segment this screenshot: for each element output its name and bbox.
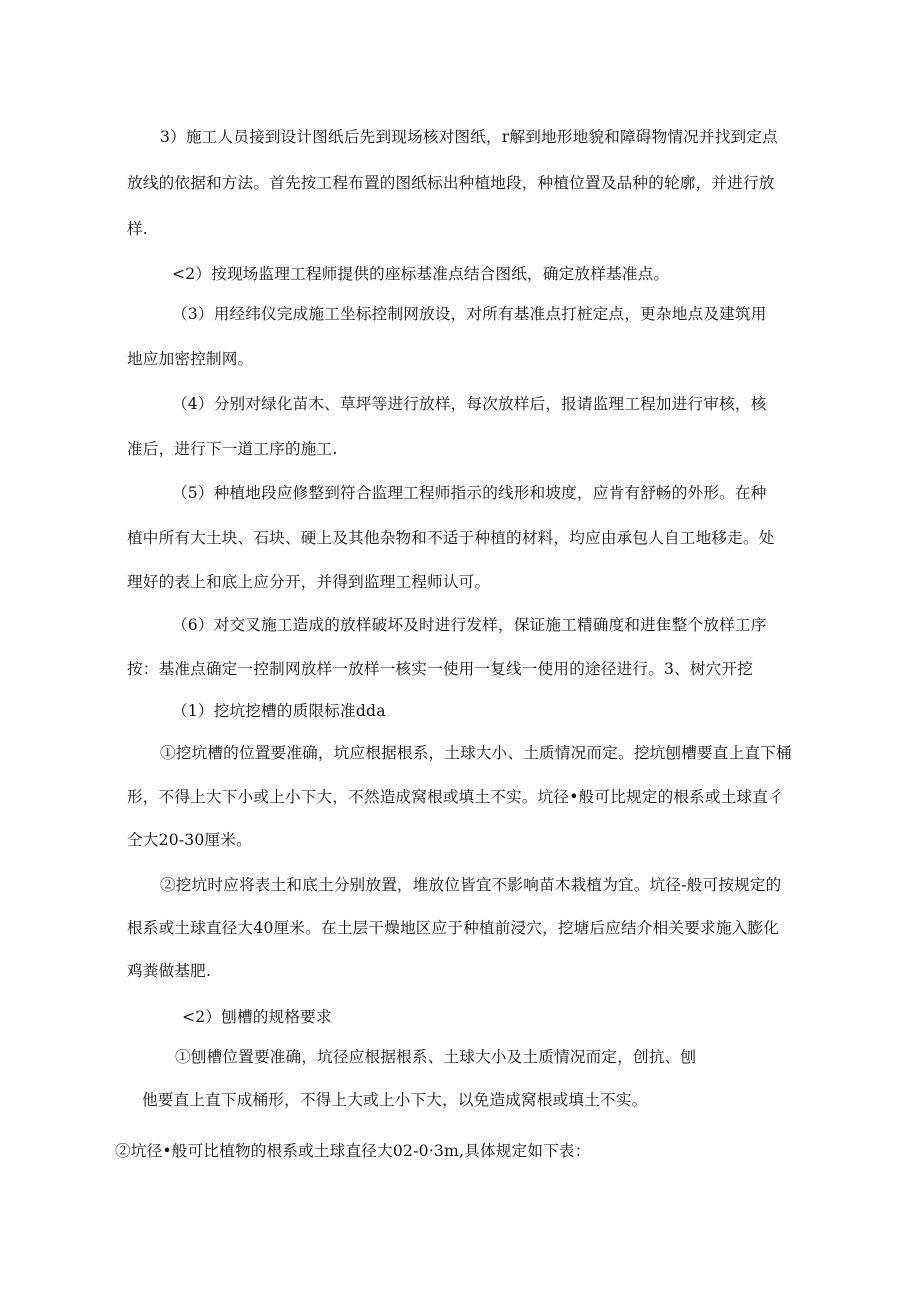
paragraph-line: 3）施工人员接到设计图纸后先到现场核对图纸，r解到地形地貌和障碍物情况并找到定点 [160,128,778,146]
paragraph-line: ①挖坑槽的位置要准确，坑应根据根系，土球大小、土质情况而定。挖坑刨槽要直上直下桶 [160,744,792,762]
paragraph-line: ②坑径•般可比植物的根系或土球直径大02-0·3m,具体规定如下表： [115,1142,591,1160]
paragraph-line: 放线的依据和方法。首先按工程布置的图纸标出种植地段，种植位置及品种的轮廓，并进行放 [127,174,775,192]
section-heading: （1）挖坑挖槽的质限标准dda [172,702,386,720]
paragraph-line: 形，不得上大下小或上小下大，不然造成窝根或填土不实。坑径•般可比规定的根系或土球直彳 [127,788,784,806]
paragraph-line: （3）用经纬仪完成施工坐标控制网放设，对所有基准点打桩定点，更杂地点及建筑用 [172,305,767,323]
paragraph-line: 准后，进行下一道工序的施工. [127,440,338,458]
paragraph-line: 按：基准点确定一控制网放样一放样一核实一使用一复线一使用的途径进行。3、树穴开挖 [127,660,754,678]
paragraph-line: ②挖坑时应将表土和底土分别放置，堆放位皆宜不影响苗木栽植为宜。坑径-般可按规定的 [160,876,782,894]
paragraph-line: <2）按现场监理工程师提供的座标基准点结合图纸，确定放样基准点。 [172,265,670,283]
section-heading: <2）刨槽的规格要求 [182,1008,332,1026]
paragraph-line: （5）种植地段应修整到符合监理工程师指示的线形和坡度，应肯有舒畅的外形。在种 [172,484,767,502]
paragraph-line: （6）对交叉施工造成的放样破坏及时进行发样，保证施工精确度和进隹整个放样工序 [172,616,767,634]
paragraph-line: 根系或土球直径大40厘米。在土层干燥地区应于种植前浸穴，挖塘后应结介相关要求施入膨化 [127,919,779,937]
paragraph-line: 地应加密控制网。 [127,350,254,368]
paragraph-line: 仝大20-30厘米。 [127,831,252,849]
paragraph-line: 鸡粪做基肥. [127,962,212,980]
paragraph-line: 他要直上直下成桶形，不得上大或上小下大，以免造成窝根或填土不实。 [142,1091,648,1109]
paragraph-line: 样. [127,220,148,238]
paragraph-line: 理好的表上和底上应分开，并得到监理工程师认可。 [127,573,491,591]
paragraph-line: 植中所有大土块、石块、硬上及其他杂物和不适于种植的材料，均应由承包人自工地移走。处 [127,529,775,547]
paragraph-line: （4）分别对绿化苗木、草坪等进行放样，每次放样后，报请监理工程加进行审核，核 [172,395,767,413]
paragraph-line: ①刨槽位置要准确，坑径应根据根系、土球大小及土质情况而定，创抗、刨 [175,1048,697,1066]
